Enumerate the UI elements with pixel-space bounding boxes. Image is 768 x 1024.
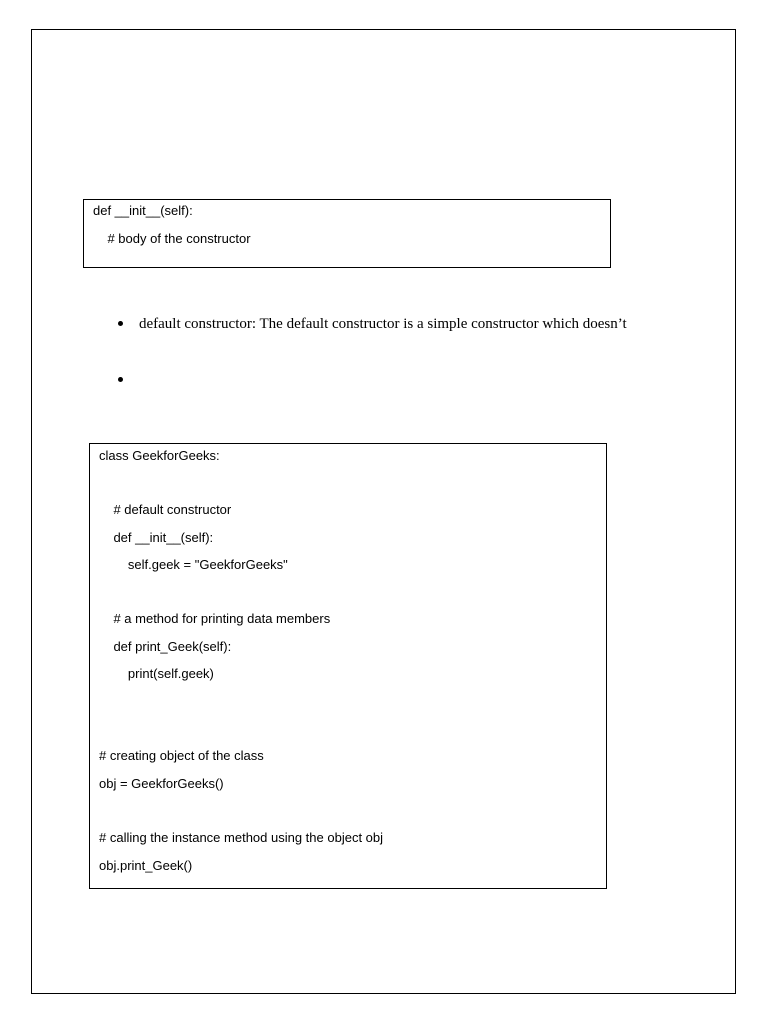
- code-line: # default constructor: [99, 502, 232, 517]
- bullet-dot-icon: [118, 321, 123, 326]
- code-line: # creating object of the class: [99, 748, 264, 763]
- bullet-item: [116, 371, 716, 391]
- code-line: print(self.geek): [99, 666, 214, 681]
- code-line: class GeekforGeeks:: [99, 448, 220, 463]
- code-line: self.geek = "GeekforGeeks": [99, 557, 288, 572]
- code-line: obj = GeekforGeeks(): [99, 776, 224, 791]
- code-line: def __init__(self):: [99, 530, 214, 545]
- bullet-text: default constructor: The default constructor is a simple constructor which doesn’t: [139, 316, 627, 332]
- code-line: # a method for printing data members: [99, 611, 331, 626]
- code-line: # body of the constructor: [93, 231, 251, 246]
- code-line: def print_Geek(self):: [99, 639, 232, 654]
- bullet-item: [116, 315, 716, 335]
- code-line: obj.print_Geek(): [99, 858, 193, 873]
- bullet-dot-icon: [118, 377, 123, 382]
- code-line: def __init__(self):: [93, 203, 193, 218]
- code-line: # calling the instance method using the object obj: [99, 830, 384, 845]
